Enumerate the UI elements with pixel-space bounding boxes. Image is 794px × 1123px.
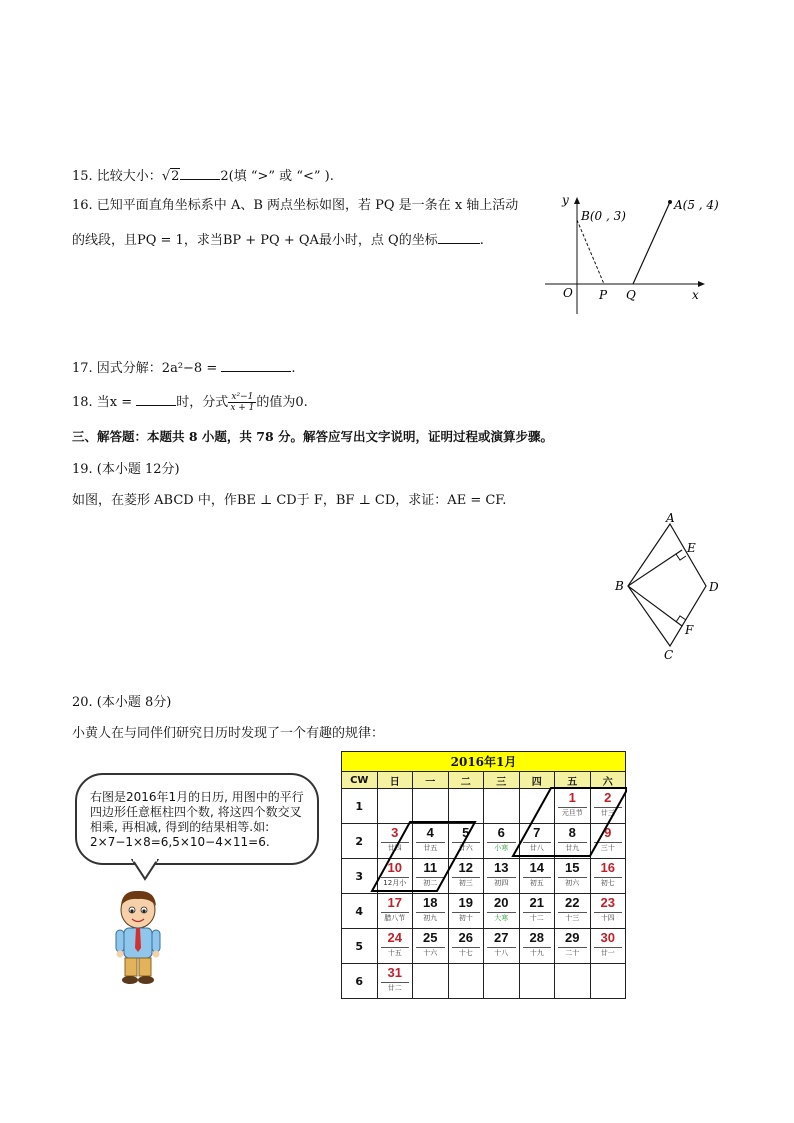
q16-line2b: . xyxy=(479,233,484,248)
calendar-day-cell xyxy=(448,789,484,824)
section-3-heading: 三、解答题：本题共 8 小题，共 78 分。解答应写出文字说明，证明过程或演算步骤。 xyxy=(72,429,554,444)
calendar-lunar-label: 初七 xyxy=(594,877,623,888)
q15-answer-blank[interactable] xyxy=(180,166,220,180)
y-axis-arrow xyxy=(574,197,580,204)
question-20-intro: 小黄人在与同伴们研究日历时发现了一个有趣的规律： xyxy=(72,726,385,741)
calendar-week-row xyxy=(342,929,626,964)
calendar-lunar-label: 元旦节 xyxy=(558,807,587,818)
label-f: F xyxy=(685,623,694,637)
calendar-week-row xyxy=(342,859,626,894)
calendar-lunar-label: 初五 xyxy=(523,877,552,888)
calendar-day-number: 18 xyxy=(423,895,438,910)
label-c: C xyxy=(664,648,674,662)
calendar-title: 2016年1月 xyxy=(342,752,626,772)
calendar-header-cw: CW xyxy=(342,772,378,789)
calendar-lunar-label: 大寒 xyxy=(487,912,516,923)
calendar-header-day: 三 xyxy=(484,772,520,789)
calendar-day-number: 9 xyxy=(604,825,612,840)
label-a: A xyxy=(666,511,675,525)
calendar-lunar-label: 十七 xyxy=(452,947,481,958)
q18-numerator: x²−1 xyxy=(228,392,256,403)
calendar-header-row xyxy=(342,772,626,789)
label-b: B(0 , 3) xyxy=(581,209,626,223)
calendar-header-day: 四 xyxy=(519,772,555,789)
calendar-day-cell xyxy=(484,789,520,824)
calendar-lunar-label: 12月小 xyxy=(381,877,410,888)
calendar-day-number: 28 xyxy=(529,930,544,945)
calendar-day-cell xyxy=(413,964,449,999)
calendar-lunar-label: 廿四 xyxy=(381,842,410,853)
calendar-week-number: 6 xyxy=(342,964,378,999)
calendar-day-number: 2 xyxy=(604,790,612,805)
calendar-day-cell xyxy=(519,859,555,894)
bubble-text: 右图是2016年1月的日历, 用图中的平行四边形任意框柱四个数, 将这四个数交叉相乘, 再相减, 得到的结果相等.如: 2×7−1×8=6,5×10−4×11=6. xyxy=(90,790,304,849)
calendar-day-cell xyxy=(555,789,591,824)
calendar-lunar-label: 廿二 xyxy=(381,982,410,993)
calendar-day-cell xyxy=(448,824,484,859)
calendar-day-number: 23 xyxy=(600,895,615,910)
calendar-day-cell xyxy=(377,859,413,894)
calendar-header-day: 二 xyxy=(448,772,484,789)
calendar-day-cell xyxy=(413,789,449,824)
calendar-day-number: 22 xyxy=(565,895,580,910)
calendar-day-number: 8 xyxy=(568,825,576,840)
q16-answer-blank[interactable] xyxy=(438,230,480,244)
q18-fraction xyxy=(228,392,256,413)
label-o: O xyxy=(563,286,573,300)
q15-right: 2(填 “>” 或 “<” ). xyxy=(220,169,334,184)
label-x: x xyxy=(692,288,699,302)
calendar-day-number: 3 xyxy=(391,825,399,840)
calendar-day-cell xyxy=(590,859,626,894)
calendar-day-cell xyxy=(413,824,449,859)
q15-prefix: 15. 比较大小： xyxy=(72,169,162,184)
calendar-week-number: 4 xyxy=(342,894,378,929)
calendar-day-cell xyxy=(590,929,626,964)
calendar-week-number: 2 xyxy=(342,824,378,859)
q18-suffix: 的值为0. xyxy=(256,395,308,410)
question-16-line1: 16. 已知平面直角坐标系中 A、B 两点坐标如图，若 PQ 是一条在 x 轴上活动 xyxy=(72,198,519,213)
calendar-day-number: 31 xyxy=(387,965,402,980)
calendar-day-cell xyxy=(377,964,413,999)
calendar-lunar-label: 腊八节 xyxy=(381,912,410,923)
calendar-lunar-label: 廿九 xyxy=(558,842,587,853)
calendar-lunar-label: 初二 xyxy=(416,877,445,888)
calendar-lunar-label: 十九 xyxy=(523,947,552,958)
q15-radicand: 2 xyxy=(171,169,180,184)
calendar-day-number: 6 xyxy=(497,825,505,840)
segment-be xyxy=(628,550,682,586)
q16-line2a: 的线段，且PQ = 1，求当BP + PQ + QA最小时，点 Q的坐标 xyxy=(72,233,438,248)
calendar-header-day: 一 xyxy=(413,772,449,789)
calendar-day-number: 26 xyxy=(458,930,473,945)
calendar-lunar-label: 廿五 xyxy=(416,842,445,853)
calendar-week-row xyxy=(342,789,626,824)
label-a: A(5 , 4) xyxy=(674,198,719,212)
calendar-day-cell xyxy=(555,894,591,929)
calendar-day-cell xyxy=(448,859,484,894)
question-16-line2 xyxy=(72,230,484,250)
segment-qa xyxy=(633,202,670,284)
calendar-day-number: 27 xyxy=(494,930,509,945)
calendar-day-cell xyxy=(484,929,520,964)
segment-bp xyxy=(577,220,604,284)
calendar-day-cell xyxy=(519,894,555,929)
calendar-day-number: 17 xyxy=(387,895,402,910)
calendar-day-cell xyxy=(555,964,591,999)
question-15 xyxy=(72,166,334,186)
calendar-day-cell xyxy=(377,894,413,929)
question-17 xyxy=(72,358,296,378)
calendar-day-cell xyxy=(377,929,413,964)
calendar-day-number: 20 xyxy=(494,895,509,910)
calendar-day-number: 25 xyxy=(423,930,438,945)
calendar-lunar-label: 廿一 xyxy=(594,947,623,958)
calendar-day-cell xyxy=(519,789,555,824)
calendar-lunar-label: 二十 xyxy=(558,947,587,958)
calendar-lunar-label: 三十 xyxy=(594,842,623,853)
point-a xyxy=(668,200,672,204)
calendar-week-row xyxy=(342,824,626,859)
calendar-day-cell xyxy=(590,964,626,999)
calendar-lunar-label: 十六 xyxy=(416,947,445,958)
calendar-day-number: 1 xyxy=(568,790,576,805)
calendar-header-day: 六 xyxy=(590,772,626,789)
calendar-day-cell xyxy=(484,964,520,999)
calendar-day-cell xyxy=(448,929,484,964)
calendar-day-number: 14 xyxy=(529,860,544,875)
calendar-day-number: 4 xyxy=(426,825,434,840)
calendar-week-number: 1 xyxy=(342,789,378,824)
calendar-header-day: 日 xyxy=(377,772,413,789)
label-q: Q xyxy=(626,288,636,302)
calendar-week-number: 3 xyxy=(342,859,378,894)
calendar-day-cell xyxy=(519,964,555,999)
q18-prefix: 18. 当x = xyxy=(72,395,137,410)
calendar-day-cell xyxy=(590,824,626,859)
label-d: D xyxy=(709,580,719,594)
segment-bf xyxy=(628,586,682,626)
q18-middle: 时，分式 xyxy=(176,395,229,410)
calendar-day-cell xyxy=(484,894,520,929)
calendar-day-number: 12 xyxy=(458,860,473,875)
label-y: y xyxy=(562,193,569,207)
q18-denominator: x + 1 xyxy=(230,403,255,413)
calendar-lunar-label: 十八 xyxy=(487,947,516,958)
question-20-heading: 20. (本小题 8分) xyxy=(72,695,172,710)
calendar-day-number: 7 xyxy=(533,825,541,840)
calendar-lunar-label: 廿六 xyxy=(452,842,481,853)
calendar-day-cell xyxy=(448,964,484,999)
label-b: B xyxy=(615,579,624,593)
calendar-day-number: 15 xyxy=(565,860,580,875)
calendar-lunar-label: 十三 xyxy=(558,912,587,923)
calendar-week-row xyxy=(342,894,626,929)
calendar-day-number: 11 xyxy=(423,860,438,875)
calendar-lunar-label: 初六 xyxy=(558,877,587,888)
calendar-day-cell xyxy=(413,929,449,964)
q18-answer-blank[interactable] xyxy=(136,392,176,406)
sqrt-symbol: √2 xyxy=(161,169,180,184)
cartoon-boy-icon xyxy=(110,888,166,988)
calendar-week-row xyxy=(342,964,626,999)
calendar-day-cell xyxy=(519,824,555,859)
calendar-day-number: 10 xyxy=(387,860,402,875)
bubble-tail xyxy=(130,859,170,881)
calendar-lunar-label: 廿八 xyxy=(523,842,552,853)
calendar-day-cell xyxy=(519,929,555,964)
q17-answer-blank[interactable] xyxy=(221,358,291,372)
calendar-day-number: 21 xyxy=(529,895,544,910)
calendar-day-number: 24 xyxy=(387,930,402,945)
question-19-heading: 19. (本小题 12分) xyxy=(72,462,180,477)
calendar-day-cell xyxy=(590,789,626,824)
question-19-body: 如图，在菱形 ABCD 中，作BE ⊥ CD于 F，BF ⊥ CD，求证：AE = CF. xyxy=(72,493,507,508)
calendar-lunar-label: 十五 xyxy=(381,947,410,958)
calendar-lunar-label: 初三 xyxy=(452,877,481,888)
calendar-day-number: 16 xyxy=(600,860,615,875)
calendar xyxy=(341,751,625,991)
calendar-week-number: 5 xyxy=(342,929,378,964)
calendar-day-cell xyxy=(555,859,591,894)
x-axis-arrow xyxy=(698,281,705,287)
calendar-day-number: 29 xyxy=(565,930,580,945)
calendar-lunar-label: 廿三 xyxy=(594,807,623,818)
calendar-lunar-label: 小寒 xyxy=(487,842,516,853)
calendar-day-cell xyxy=(377,824,413,859)
calendar-lunar-label: 十二 xyxy=(523,912,552,923)
calendar-day-cell xyxy=(484,859,520,894)
calendar-lunar-label: 初十 xyxy=(452,912,481,923)
calendar-body xyxy=(342,789,626,999)
calendar-day-number: 5 xyxy=(462,825,470,840)
q16-coordinate-figure xyxy=(540,192,725,322)
question-18 xyxy=(72,392,308,413)
calendar-day-cell xyxy=(555,929,591,964)
calendar-header-day: 五 xyxy=(555,772,591,789)
calendar-day-cell xyxy=(413,859,449,894)
label-e: E xyxy=(687,541,696,555)
calendar-day-number: 13 xyxy=(494,860,509,875)
calendar-day-cell xyxy=(448,894,484,929)
calendar-day-cell xyxy=(590,894,626,929)
calendar-table xyxy=(341,751,626,999)
calendar-day-cell xyxy=(413,894,449,929)
calendar-lunar-label: 初四 xyxy=(487,877,516,888)
calendar-day-number: 30 xyxy=(600,930,615,945)
q19-rhombus-figure xyxy=(608,510,728,665)
calendar-day-cell xyxy=(377,789,413,824)
calendar-day-cell xyxy=(484,824,520,859)
calendar-lunar-label: 初九 xyxy=(416,912,445,923)
calendar-lunar-label: 十四 xyxy=(594,912,623,923)
calendar-day-cell xyxy=(555,824,591,859)
label-p: P xyxy=(599,288,608,302)
q17-end: . xyxy=(291,361,296,376)
calendar-day-number: 19 xyxy=(458,895,473,910)
right-angle-e xyxy=(676,554,686,560)
q17-text: 17. 因式分解：2a²−8 = xyxy=(72,361,222,376)
